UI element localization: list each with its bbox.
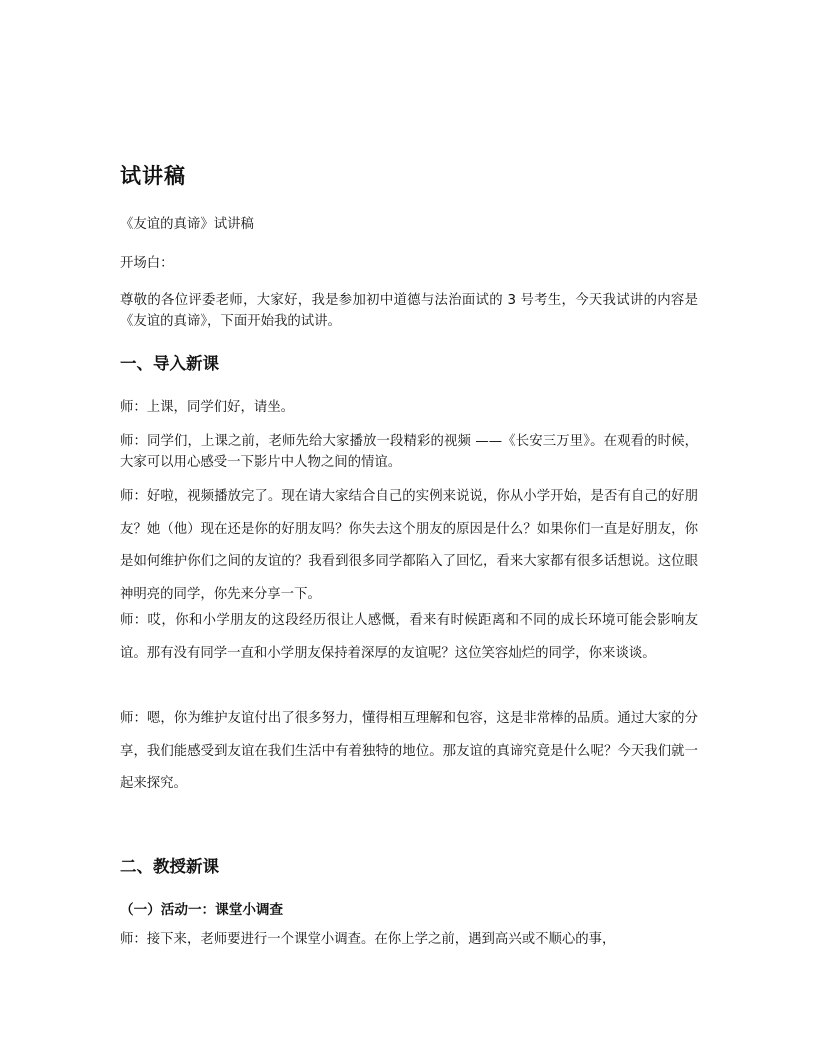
subsection-heading-activity-1: （一）活动一：课堂小调查 (120, 902, 284, 918)
paragraph-discussion: 师：好啦，视频播放完了。现在请大家结合自己的实例来说说，你从小学开始，是否有自己的好朋友？她（他）现在还是你的好朋友吗？你失去这个朋友的原因是什么？如果你们一直是好朋友，你是如何维护你们之间的友谊的？我看到很多同学都陷入了回忆，看来大家都有很多话想说。这位眼神明亮的同学，你先来分享一下。 (120, 489, 698, 602)
paragraph-response-1: 师：哎，你和小学朋友的这段经历很让人感慨，看来有时候距离和不同的成长环境可能会影响友谊。那有没有同学一直和小学朋友保持着深厚的友谊呢？这位笑容灿烂的同学，你来谈谈。 (120, 613, 698, 661)
document-subtitle: 《友谊的真谛》试讲稿 (120, 217, 254, 232)
paragraph-video: 师：同学们，上课之前，老师先给大家播放一段精彩的视频 ——《长安三万里》。在观看的时候，大家可以用心感受一下影片中人物之间的情谊。 (120, 434, 698, 470)
section-heading-intro: 一、导入新课 (120, 354, 219, 373)
section-heading-teaching: 二、教授新课 (120, 857, 219, 876)
paragraph-response-2: 师：嗯，你为维护友谊付出了很多努力，懂得相互理解和包容，这是非常棒的品质。通过大家的分享，我们能感受到友谊在我们生活中有着独特的地位。那友谊的真谛究竟是什么呢？今天我们就一起来探究。 (120, 711, 698, 792)
paragraph-greeting: 师：上课，同学们好，请坐。 (120, 400, 295, 415)
paragraph-survey: 师：接下来，老师要进行一个课堂小调查。在你上学之前，遇到高兴或不顺心的事， (120, 932, 616, 947)
opening-paragraph: 尊敬的各位评委老师，大家好，我是参加初中道德与法治面试的 3 号考生，今天我试讲的内容是《友谊的真谛》，下面开始我的试讲。 (120, 293, 698, 329)
document-title: 试讲稿 (120, 164, 186, 188)
opening-label: 开场白： (120, 256, 174, 271)
